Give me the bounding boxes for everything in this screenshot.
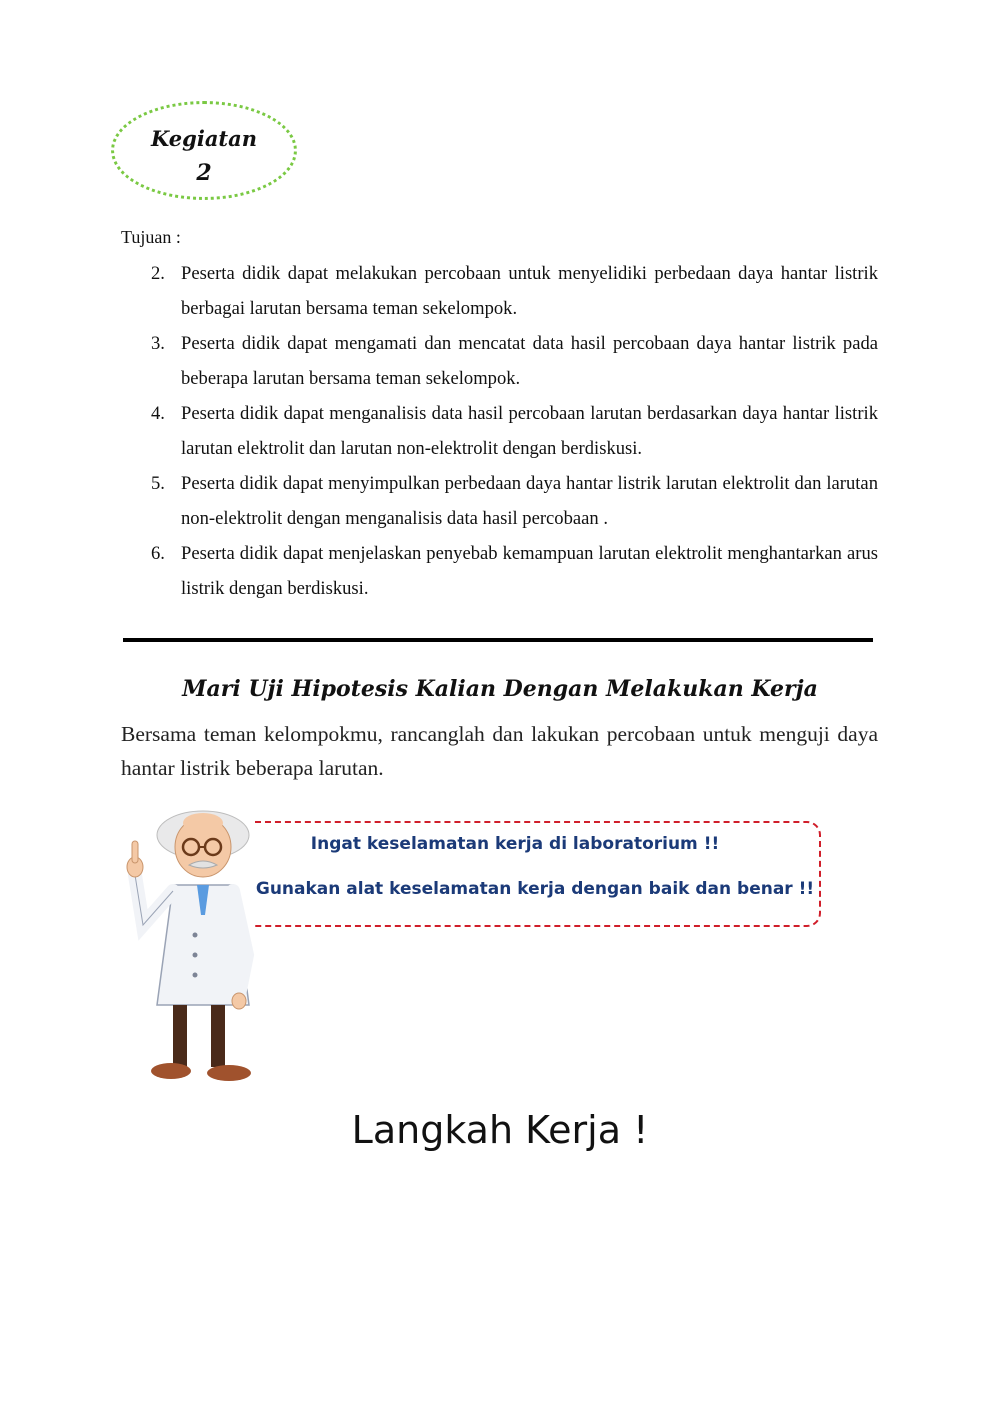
badge-number: 2 (196, 160, 212, 186)
list-item (121, 396, 878, 466)
steps-title: Langkah Kerja ! (351, 1108, 649, 1152)
section-heading: Mari Uji Hipotesis Kalian Dengan Melakukan Kerja (182, 676, 818, 702)
objectives-label: Tujuan : (121, 227, 181, 247)
item-text: Peserta didik dapat menganalisis data hasil percobaan larutan berdasarkan daya hantar listrik larutan elektrolit dan larutan non-elektrolit dengan berdiskusi. (181, 403, 878, 459)
safety-note-2: Gunakan alat keselamatan kerja dengan baik dan benar !! (255, 879, 815, 899)
intro-paragraph: Bersama teman kelompokmu, rancanglah dan lakukan percobaan untuk menguji daya hantar listrik beberapa larutan. (121, 722, 878, 780)
activity-badge (111, 101, 297, 200)
section-divider (123, 638, 873, 642)
item-number: 2. (151, 263, 165, 284)
objectives-list (121, 256, 878, 606)
item-text: Peserta didik dapat menjelaskan penyebab kemampuan larutan elektrolit menghantarkan arus listrik dengan berdiskusi. (181, 543, 878, 599)
item-number: 4. (151, 403, 165, 424)
list-item (121, 326, 878, 396)
list-item (121, 466, 878, 536)
item-text: Peserta didik dapat melakukan percobaan untuk menyelidiki perbedaan daya hantar listrik berbagai larutan bersama teman sekelompok. (181, 263, 878, 319)
item-number: 3. (151, 333, 165, 354)
safety-note-1: Ingat keselamatan kerja di laboratorium !! (310, 834, 720, 854)
item-number: 5. (151, 473, 165, 494)
scientist-illustration (121, 805, 261, 1087)
list-item (121, 256, 878, 326)
badge-title: Kegiatan (151, 126, 257, 151)
item-text: Peserta didik dapat mengamati dan mencatat data hasil percobaan daya hantar listrik pada beberapa larutan bersama teman sekelompok. (181, 333, 878, 389)
item-text: Peserta didik dapat menyimpulkan perbedaan daya hantar listrik larutan elektrolit dan larutan non-elektrolit dengan menganalisis data hasil percobaan . (181, 473, 878, 529)
item-number: 6. (151, 543, 165, 564)
list-item (121, 536, 878, 606)
